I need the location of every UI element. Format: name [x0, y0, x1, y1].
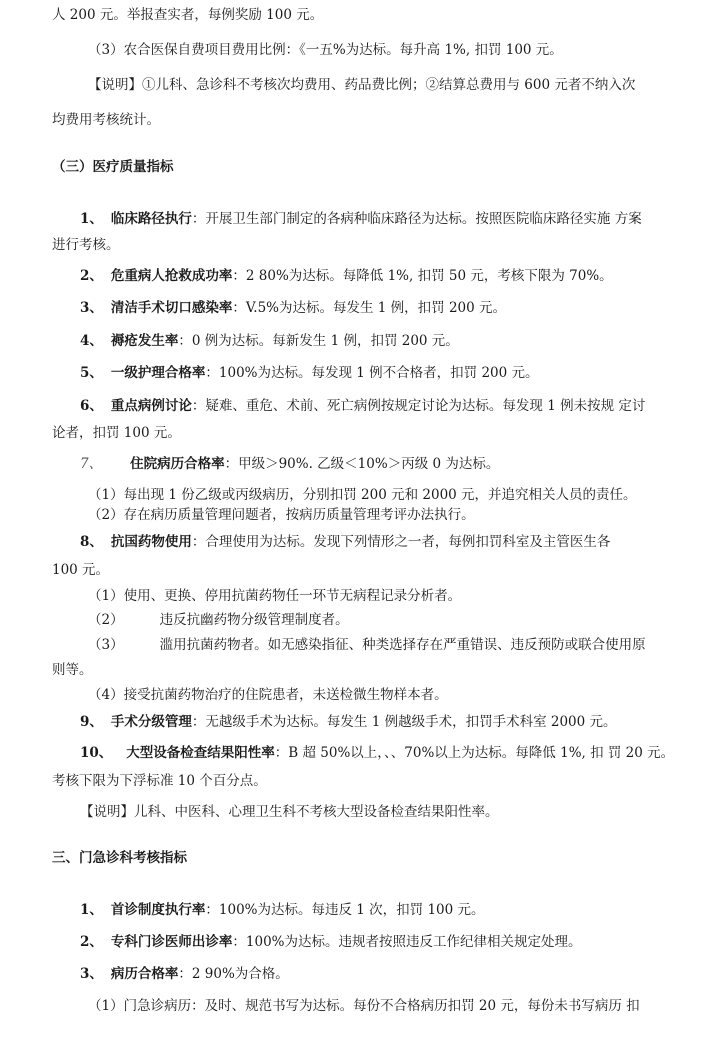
item-text: ：100%为达标。违规者按照违反工作纪律相关规定处理。 [232, 934, 582, 950]
list-item [80, 302, 506, 316]
item-number: 5、 [80, 365, 103, 381]
sub-item: （1）使用、更换、停用抗菌药物任一环节无病程记录分析者。 [88, 588, 462, 604]
item-number: 6、 [80, 398, 103, 414]
item-number: 3、 [80, 300, 103, 316]
sub-item-number: （2） [88, 612, 124, 628]
item-number: 7、 [80, 456, 103, 472]
list-item [80, 936, 582, 950]
item-number: 3、 [80, 966, 103, 982]
note-text: 【说明】儿科、中医科、心理卫生科不考核大型设备检查结果阳性率。 [80, 804, 499, 820]
item-text: ：B 超 50%以上，、、70%以上为达标。每降低 1%, 扣 罚 20 元。 [274, 745, 675, 761]
item-title: 抗国药物使用 [110, 534, 192, 550]
item-title: 首诊制度执行率 [110, 902, 206, 918]
item-title: 一级护理合格率 [110, 365, 206, 381]
sub-item: （4）接受抗菌药物治疗的住院患者，未送检微生物样本者。 [88, 687, 448, 703]
sub-item [88, 614, 349, 628]
item-text: 100 元。 [52, 562, 110, 578]
item-text: ：2 80%为达标。每降低 1%, 扣罚 50 元，考核下限为 70%。 [232, 268, 613, 284]
list-item [80, 968, 289, 982]
item-text: 论者，扣罚 100 元。 [52, 425, 181, 441]
sub-item: （1）门急诊病历：及时、规范书写为达标。每份不合格病历扣罚 20 元，每份未书写病历 扣 [88, 998, 640, 1014]
paragraph-text: （3）农合医保自费项目费用比例：《一五%为达标。每升高 1%, 扣罚 100 元。 [88, 42, 563, 58]
item-title: 住院病历合格率 [130, 456, 225, 472]
item-text: ：100%为达标。每发现 1 例不合格者，扣罚 200 元。 [205, 365, 539, 381]
item-number: 10、 [80, 745, 113, 761]
list-item [80, 904, 485, 918]
list-item [80, 367, 539, 381]
list-item [80, 536, 610, 550]
item-text: 考核下限为下浮标准 10 个百分点。 [52, 773, 267, 789]
item-text: ：100%为达标。每违反 1 次，扣罚 100 元。 [205, 902, 485, 918]
item-text: ：V.5%为达标。每发生 1 例，扣罚 200 元。 [232, 300, 507, 316]
item-number: 9、 [80, 714, 103, 730]
item-title: 褥疮发生率 [110, 333, 179, 349]
note-text: 均费用考核统计。 [52, 112, 160, 128]
list-item [80, 400, 645, 414]
section-heading: 三、门急诊科考核指标 [52, 850, 187, 866]
list-item [80, 458, 499, 472]
item-text: ：甲级＞90%. 乙级＜10%＞丙级 0 为达标。 [224, 456, 500, 472]
item-title: 危重病人抢救成功率 [110, 268, 233, 284]
sub-item-text: 则等。 [52, 662, 93, 678]
sub-item: （1）每出现 1 份乙级或丙级病历，分别扣罚 200 元和 2000 元，并追究相关人员的责任。 [88, 487, 637, 503]
list-item [80, 747, 674, 761]
list-item [80, 335, 459, 349]
sub-item-text: 违反抗幽药物分级管理制度者。 [159, 612, 349, 628]
item-text: 进行考核。 [52, 237, 120, 253]
list-item [80, 716, 617, 730]
item-number: 8、 [80, 534, 103, 550]
item-number: 1、 [80, 902, 103, 918]
item-text: ：疑难、重危、术前、死亡病例按规定讨论为达标。每发现 1 例未按规 定讨 [191, 398, 646, 414]
item-number: 2、 [80, 934, 103, 950]
item-text: ：开展卫生部门制定的各病种临床路径为达标。按照医院临床路径实施 方案 [191, 211, 642, 227]
sub-item-number: （3） [88, 637, 124, 653]
item-text: ：合理使用为达标。发现下列情形之一者，每例扣罚科室及主管医生各 [191, 534, 611, 550]
sub-item-text: 滥用抗菌药物者。如无感染指征、种类选择存在严重错误、违反预防或联合使用原 [159, 637, 646, 653]
item-number: 1、 [80, 211, 103, 227]
sub-item [88, 639, 646, 653]
item-number: 2、 [80, 268, 103, 284]
item-text: ：2 90%为合格。 [178, 966, 289, 982]
item-text: ：0 例为达标。每新发生 1 例，扣罚 200 元。 [178, 333, 459, 349]
item-title: 手术分级管理 [110, 714, 192, 730]
item-text: ：无越级手术为达标。每发生 1 例越级手术，扣罚手术科室 2000 元。 [191, 714, 617, 730]
item-title: 临床路径执行 [110, 211, 192, 227]
note-text: 【说明】①儿科、急诊科不考核次均费用、药品费比例；②结算总费用与 600 元者不纳入次 [88, 77, 636, 93]
sub-item: （2）存在病历质量管理问题者，按病历质量管理考评办法执行。 [88, 507, 475, 523]
item-number: 4、 [80, 333, 103, 349]
item-title: 大型设备检查结果阳性率 [126, 745, 275, 761]
paragraph-text: 人 200 元。举报查实者，每例奖励 100 元。 [52, 7, 324, 23]
item-title: 专科门诊医师出诊率 [110, 934, 233, 950]
section-heading: （三）医疗质量指标 [52, 159, 174, 175]
list-item [80, 213, 642, 227]
item-title: 清洁手术切口感染率 [110, 300, 233, 316]
item-title: 重点病例讨论 [110, 398, 192, 414]
item-title: 病历合格率 [110, 966, 179, 982]
list-item [80, 270, 613, 284]
